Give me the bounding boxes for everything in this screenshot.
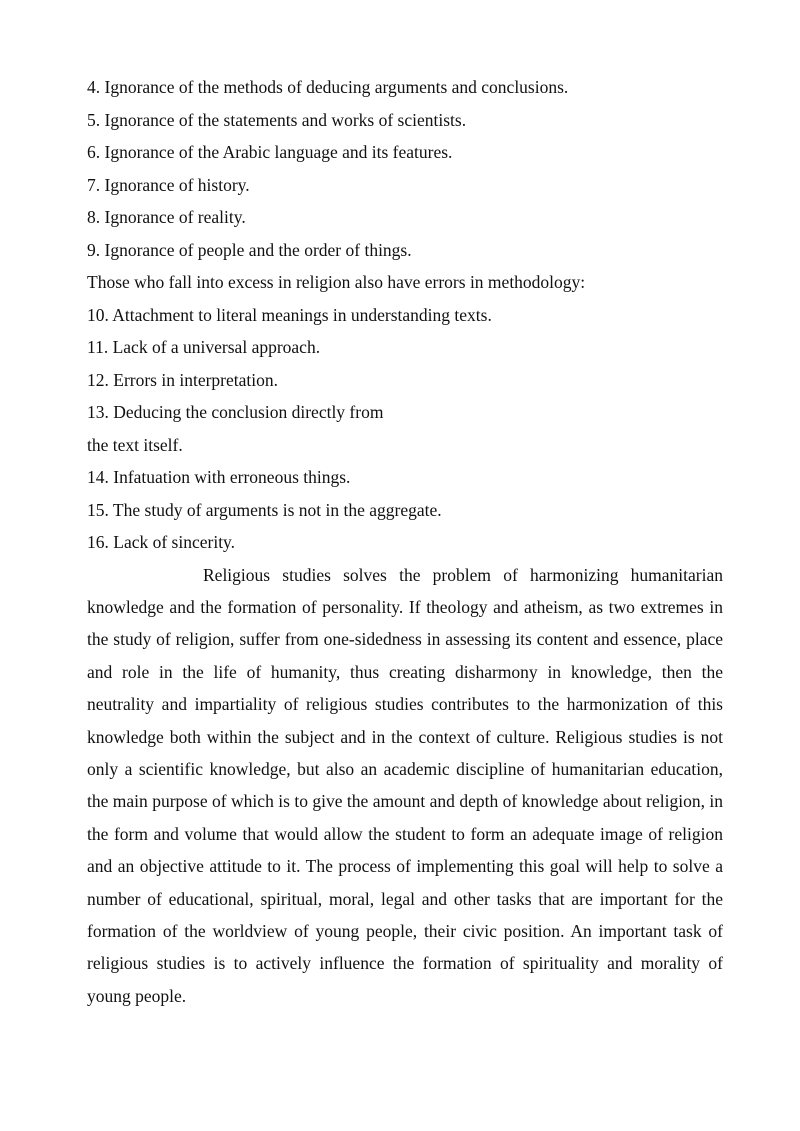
list-item: 5. Ignorance of the statements and works of scientists. [87,109,467,130]
list-item: 14. Infatuation with erroneous things. [87,467,351,487]
section-intro-line: Those who fall into excess in religion also have errors in methodology: [87,272,586,292]
list-item: 9. Ignorance of people and the order of things. [87,239,412,260]
document-page [87,71,723,1012]
list-item: 8. Ignorance of reality. [87,207,246,227]
list-item: 7. Ignorance of history. [87,174,250,195]
list-item: 11. Lack of a universal approach. [87,337,321,357]
numbered-list [87,71,723,559]
list-item: 4. Ignorance of the methods of deducing arguments and conclusions. [87,77,569,97]
list-item: 13. Deducing the conclusion directly from [87,402,384,422]
list-item: 16. Lack of sincerity. [87,532,236,552]
list-item-continuation: the text itself. [87,434,183,455]
list-item: 15. The study of arguments is not in the aggregate. [87,499,442,520]
body-paragraph: Religious studies solves the problem of harmonizing humanitarian knowledge and the formation of personality. If theology and atheism, as two extremes in the study of religion, suffer from one-sidedness in assessing its content and essence, place and role in the life of humanity, thus creating disharmony in knowledge, then the neutrality and impartiality of religious studies contributes to the harmonization of this knowledge both within the subject and in the context of culture. Religious studies is not only a scientific knowledge, but also an academic discipline of humanitarian education, the main purpose of which is to give the amount and depth of knowledge about religion, in the form and volume that would allow the student to form an adequate image of religion and an objective attitude to it. The process of implementing this goal will help to solve a number of educational, spiritual, moral, legal and other tasks that are important for the formation of the worldview of young people, their civic position. An important task of religious studies is to actively influence the formation of spirituality and morality of young people. [87,564,723,1006]
list-item: 12. Errors in interpretation. [87,369,278,390]
list-item: 6. Ignorance of the Arabic language and its features. [87,142,453,162]
list-item: 10. Attachment to literal meanings in understanding texts. [87,304,492,325]
